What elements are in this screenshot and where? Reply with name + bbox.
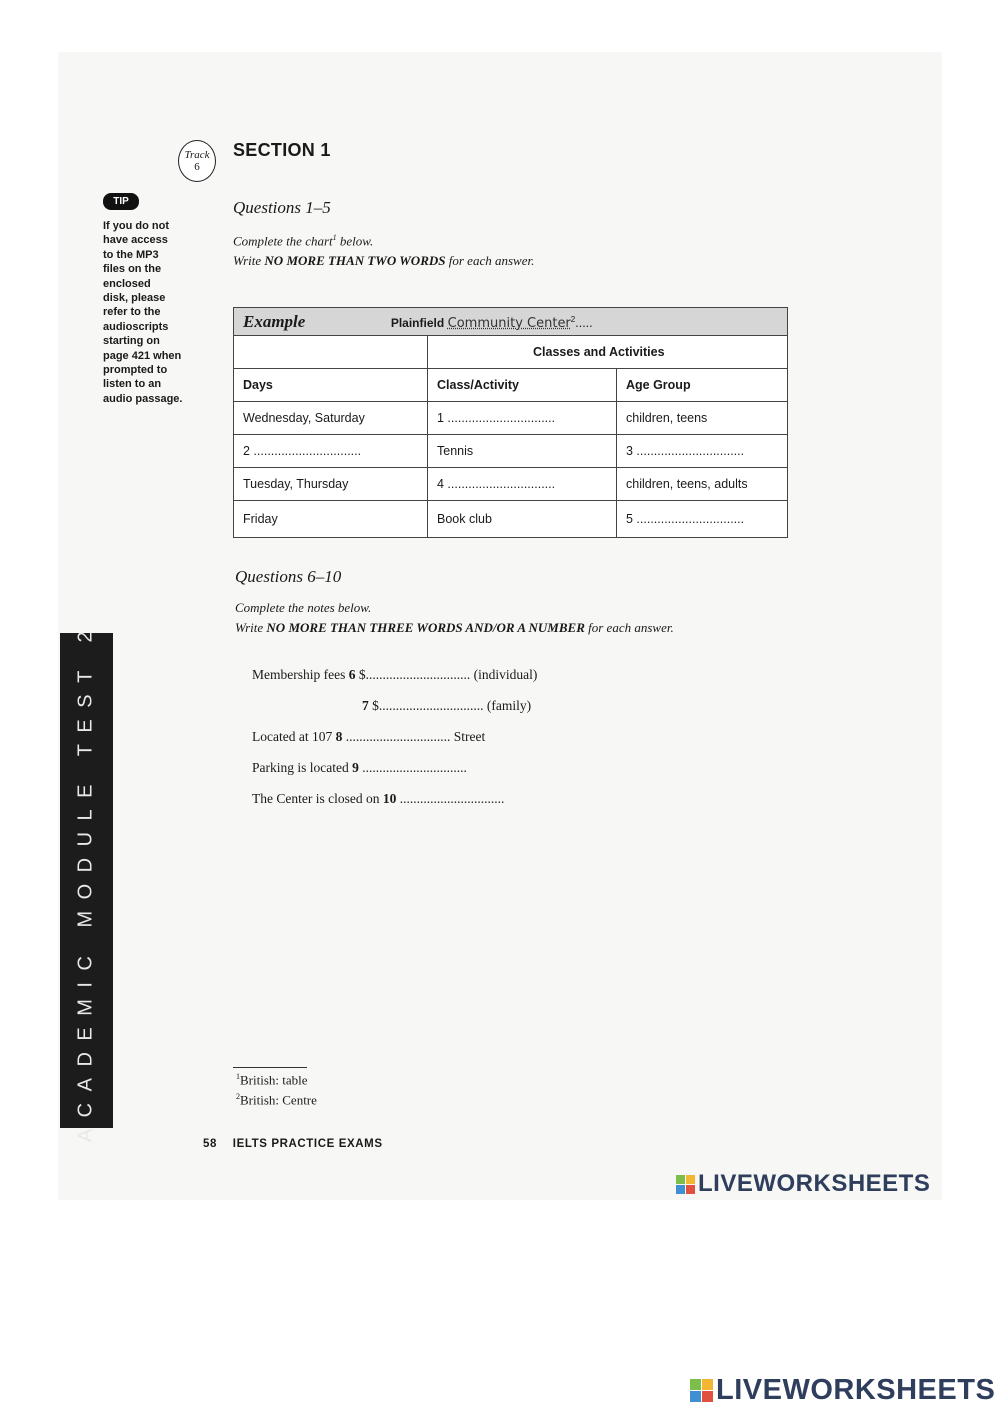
footnote-ref: 2: [570, 314, 576, 324]
track-icon: [178, 140, 216, 182]
tip-line: have access: [103, 234, 168, 247]
answer-blank-2[interactable]: 2 ...............................: [234, 435, 428, 468]
track-number: 6: [194, 161, 200, 173]
instruction-text: for each answer.: [445, 253, 535, 269]
tip-line: starting on: [103, 335, 160, 348]
tip-line: disk, please: [103, 292, 166, 305]
table-cell: Tuesday, Thursday: [234, 468, 428, 501]
note-9: [252, 760, 467, 776]
table-cell: Friday: [234, 501, 428, 538]
questions-1-5-heading: Questions 1–5: [233, 198, 331, 217]
footnote-1: [236, 1072, 308, 1088]
tip-line: enclosed: [103, 277, 151, 290]
footnote-divider: [233, 1067, 307, 1068]
answer-blank-7[interactable]: $............................... (family): [368, 698, 532, 713]
example-answer: Community Center: [447, 315, 571, 331]
answer-blank-6[interactable]: $............................... (individual): [355, 667, 538, 682]
instruction-text: below.: [336, 233, 374, 249]
question-number: 7: [362, 698, 369, 713]
example-label: Example: [243, 311, 306, 331]
footnote-number: 2: [236, 1092, 240, 1101]
book-title: IELTS PRACTICE EXAMS: [232, 1138, 383, 1150]
tip-badge: TIP: [103, 193, 139, 210]
table-cell: children, teens, adults: [617, 468, 788, 501]
note-text: Parking is located: [252, 760, 353, 775]
note-7: [362, 698, 531, 714]
table-row: [234, 435, 788, 468]
note-text: Membership fees: [252, 667, 349, 682]
questions-1-5-instructions: [233, 228, 534, 271]
footnote-ref: 1: [332, 233, 337, 242]
header-cell: Days: [234, 369, 428, 402]
sidebar-banner: [60, 619, 113, 1143]
note-10: [252, 791, 504, 807]
table-cell: Book club: [428, 501, 617, 538]
answer-blank-10[interactable]: ...............................: [396, 791, 505, 806]
questions-6-10-instructions: [235, 598, 674, 638]
header-row: [234, 369, 788, 402]
footnote-2: [236, 1092, 317, 1108]
sidebar-text: ACADEMIC MODULE TEST 2: [74, 619, 97, 1143]
instruction-text: Complete the notes below.: [235, 600, 372, 615]
example-prefix: Plainfield: [390, 315, 445, 330]
note-text: Located at 107: [252, 729, 336, 744]
tip-line: refer to the: [103, 306, 161, 319]
answer-blank-8[interactable]: ............................... Street: [342, 729, 486, 744]
question-number: 9: [352, 760, 359, 775]
tip-line: page 421 when: [103, 349, 182, 362]
table-cell: Tennis: [428, 435, 617, 468]
footnote-number: 1: [236, 1072, 240, 1081]
section-title: SECTION 1: [233, 140, 331, 160]
example-dots: .....: [575, 315, 593, 330]
question-number: 8: [335, 729, 343, 744]
logo-text: LIVEWORKSHEETS: [698, 1170, 931, 1197]
tip-line: listen to an: [103, 378, 162, 391]
note-8: [252, 729, 485, 745]
instruction-text: Write: [233, 253, 265, 269]
logo-icon: [690, 1379, 713, 1402]
example-cell: [234, 308, 788, 336]
tip-line: prompted to: [103, 364, 168, 377]
track-label: Track: [184, 149, 210, 161]
example-row: [234, 308, 788, 336]
table-row: [234, 402, 788, 435]
tip-line: audioscripts: [103, 320, 169, 333]
note-text: The Center is closed on: [252, 791, 383, 806]
activities-chart: [233, 307, 788, 538]
tip-line: If you do not: [103, 220, 169, 232]
tip-line: files on the: [103, 263, 162, 276]
question-number: 10: [382, 791, 397, 806]
tip-text: [103, 219, 203, 406]
header-cell: Age Group: [617, 369, 788, 402]
answer-blank-4[interactable]: 4 ...............................: [428, 468, 617, 501]
table-cell: Wednesday, Saturday: [234, 402, 428, 435]
instruction-text: Write: [235, 620, 267, 635]
answer-blank-3[interactable]: 3 ...............................: [617, 435, 788, 468]
caption-row: [234, 336, 788, 369]
answer-blank-1[interactable]: 1 ...............................: [428, 402, 617, 435]
table-row: [234, 501, 788, 538]
tip-line: to the MP3: [103, 248, 159, 261]
page-number: 58: [203, 1138, 217, 1150]
tip-line: audio passage.: [103, 392, 183, 405]
liveworksheets-logo: [676, 1170, 930, 1198]
answer-blank-9[interactable]: ...............................: [358, 760, 467, 775]
liveworksheets-logo-bottom: [690, 1374, 995, 1407]
table-cell: children, teens: [617, 402, 788, 435]
page-footer: [203, 1138, 383, 1150]
answer-blank-5[interactable]: 5 ...............................: [617, 501, 788, 538]
footnote-text: British: table: [240, 1072, 308, 1088]
question-number: 6: [348, 667, 356, 682]
footnote-text: British: Centre: [240, 1092, 317, 1108]
instruction-emphasis: NO MORE THAN THREE WORDS AND/OR A NUMBER: [266, 620, 585, 635]
logo-text: LIVEWORKSHEETS: [716, 1374, 996, 1406]
chart-caption: Classes and Activities: [428, 336, 788, 369]
note-6: [252, 667, 537, 683]
instruction-emphasis: NO MORE THAN TWO WORDS: [264, 253, 446, 269]
instruction-text: Complete the chart: [233, 233, 333, 249]
header-cell: Class/Activity: [428, 369, 617, 402]
instruction-text: for each answer.: [584, 620, 674, 635]
questions-6-10-heading: Questions 6–10: [235, 567, 342, 586]
logo-icon: [676, 1175, 695, 1194]
table-row: [234, 468, 788, 501]
